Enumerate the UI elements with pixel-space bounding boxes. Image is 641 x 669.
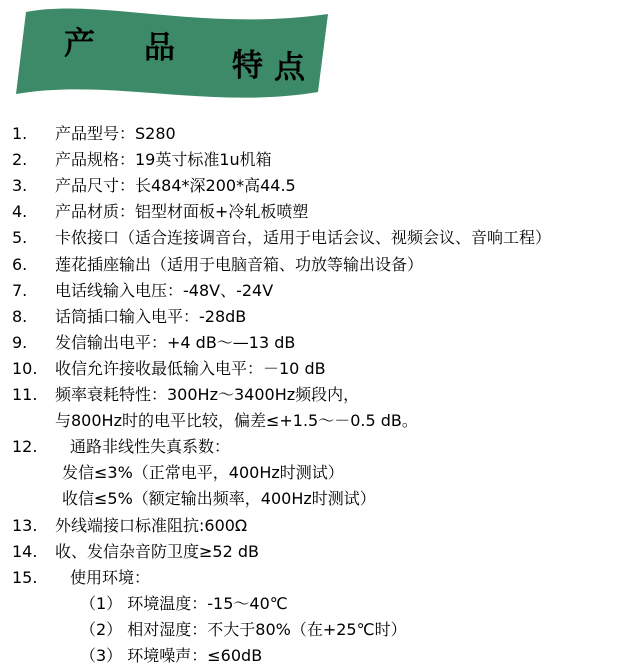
spec-item-text: 产品材质：铝型材面板+冷轧板喷塑 xyxy=(55,202,309,222)
spec-item-subtext: （2） 相对湿度：不大于80%（在+25℃时） xyxy=(80,619,407,639)
spec-item-text: 频率衰耗特性：300Hz～3400Hz频段内， xyxy=(55,385,360,404)
spec-item-number: 9. xyxy=(12,332,28,352)
spec-item-number: 13. xyxy=(12,515,38,535)
spec-item-number: 11. xyxy=(12,385,38,404)
spec-item-number: 7. xyxy=(12,280,28,300)
banner-char-4: 点 xyxy=(274,50,305,86)
spec-item-subtext: （1） 环境温度：-15～40℃ xyxy=(80,593,288,613)
spec-item-number: 4. xyxy=(12,202,28,222)
spec-item-number: 14. xyxy=(12,541,38,561)
spec-item-number: 12. xyxy=(12,437,38,457)
spec-item-text: 收、发信杂音防卫度≥52 dB xyxy=(55,541,259,561)
spec-item-text: 莲花插座输出（适用于电脑音箱、功放等输出设备） xyxy=(55,254,424,274)
spec-item-text: 产品尺寸：长484*深200*高44.5 xyxy=(55,176,296,196)
spec-item-number: 5. xyxy=(12,228,28,248)
spec-item-text: 产品型号：S280 xyxy=(55,124,176,143)
banner-char-1: 产 xyxy=(64,26,95,62)
spec-item-text: 发信输出电平：+4 dB～—13 dB xyxy=(55,332,296,352)
title-banner xyxy=(0,0,641,112)
spec-item-text: 收信允许接收最低输入电平：－10 dB xyxy=(55,358,326,378)
spec-item-subtext: 与800Hz时的电平比较，偏差≤+1.5～－0.5 dB。 xyxy=(55,411,418,431)
spec-item-text: 通路非线性失真系数： xyxy=(70,437,231,457)
spec-item-text: 电话线输入电压：-48V、-24V xyxy=(55,280,274,300)
spec-item-text: 卡侬接口（适合连接调音台，适用于电话会议、视频会议、音响工程） xyxy=(55,228,552,248)
spec-item-number: 2. xyxy=(12,150,28,170)
banner-title xyxy=(62,8,332,88)
spec-item-text: 话筒插口输入电平：-28dB xyxy=(55,306,247,326)
spec-item-text: 产品规格：19英寸标准1u机箱 xyxy=(55,150,272,170)
spec-item-number: 10. xyxy=(12,358,38,378)
spec-item-number: 1. xyxy=(12,124,28,143)
banner-char-3: 特 xyxy=(232,48,263,84)
spec-item-number: 3. xyxy=(12,176,28,196)
spec-item-subtext: 发信≤3%（正常电平，400Hz时测试） xyxy=(62,463,344,483)
banner-char-2: 品 xyxy=(144,30,175,66)
spec-item-text: 使用环境： xyxy=(70,567,151,587)
spec-item-subtext: 收信≤5%（额定输出频率，400Hz时测试） xyxy=(62,489,376,509)
spec-item-number: 8. xyxy=(12,306,28,326)
spec-item-number: 6. xyxy=(12,254,28,274)
spec-item-number: 15. xyxy=(12,567,38,587)
spec-item-text: 外线端接口标准阻抗:600Ω xyxy=(55,515,248,535)
spec-item-subtext: （3） 环境噪声：≤60dB xyxy=(80,646,263,665)
